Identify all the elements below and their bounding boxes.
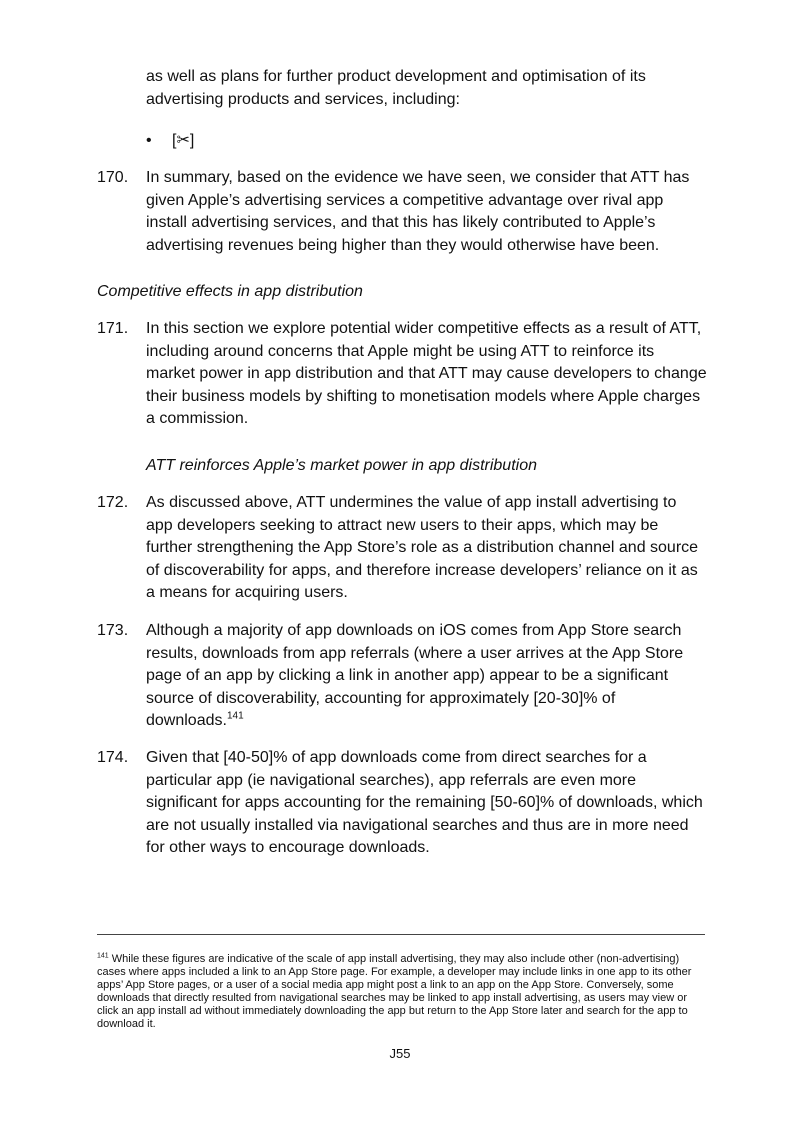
paragraph-text: Given that [40-50]% of app downloads come from direct searches for a particular app (ie navigational searches), app referrals are even more significant for apps accounting for the remaining [50-60]% of downloads, which are not usually installed via navigational searches and thus are in more need for other ways to encourage downloads.	[146, 749, 703, 856]
paragraph-172	[97, 492, 707, 605]
paragraph-174	[97, 747, 707, 860]
paragraph-text: In summary, based on the evidence we have seen, we consider that ATT has given Apple’s advertising services a competitive advantage over rival app install advertising services, and that this has likely contributed to Apple’s advertising revenues being higher than they would otherwise have been.	[146, 169, 690, 254]
subsection-heading: ATT reinforces Apple’s market power in app distribution	[146, 457, 537, 474]
footnote-text: While these figures are indicative of the scale of app install advertising, they may also include other (non-advertising) cases where apps included a link to an App Store page. For example, a developer may include links in one app to its other apps’ App Store pages, or a user of a social media app might post a link to an app on the App Store. Conversely, some downloads that directly resulted from navigational searches may be linked to app install advertising, as users may view or click an app install ad without immediately downloading the app but return to the App Store later and search for the app to download it.	[97, 953, 692, 1030]
section-heading: Competitive effects in app distribution	[97, 283, 363, 300]
page-number: J55	[389, 1046, 411, 1061]
footnote-141	[97, 953, 705, 1031]
paragraph-173	[97, 620, 707, 733]
paragraph-text: In this section we explore potential wider competitive effects as a result of ATT, including around concerns that Apple might be using ATT to reinforce its market power in app distribution and that ATT may cause developers to change their business models by shifting to monetisation models where Apple charges a commission.	[146, 320, 707, 427]
footnote-divider	[97, 934, 705, 935]
paragraph-text-container	[146, 620, 707, 733]
paragraph-number: 171.	[97, 320, 129, 337]
paragraph-text: Although a majority of app downloads on iOS comes from App Store search results, downloads from app referrals (where a user arrives at the App Store page of an app by clicking a link in another app) appear to be a significant source of discoverability, accounting for approximately [20-30]% of downloads.	[146, 622, 684, 729]
intro-paragraph: as well as plans for further product development and optimisation of its advertising products and services, including:	[146, 68, 646, 108]
paragraph-number: 174.	[97, 749, 129, 766]
paragraph-number: 173.	[97, 622, 129, 639]
footnote-reference[interactable]: 141	[226, 710, 244, 722]
bullet-marker: •	[146, 132, 152, 149]
paragraph-number: 170.	[97, 169, 129, 186]
paragraph-171	[97, 318, 707, 431]
paragraph-number: 172.	[97, 494, 129, 511]
footnote-number: 141	[97, 952, 109, 960]
redaction-marker: [✂]	[172, 132, 195, 149]
paragraph-text: As discussed above, ATT undermines the value of app install advertising to app developers seeking to attract new users to their apps, which may be further strengthening the App Store’s role as a distribution channel and source of discoverability for apps, and therefore increase developers’ reliance on it as a means for acquiring users.	[146, 494, 699, 601]
paragraph-170	[97, 167, 707, 257]
redacted-bullet	[146, 130, 194, 152]
